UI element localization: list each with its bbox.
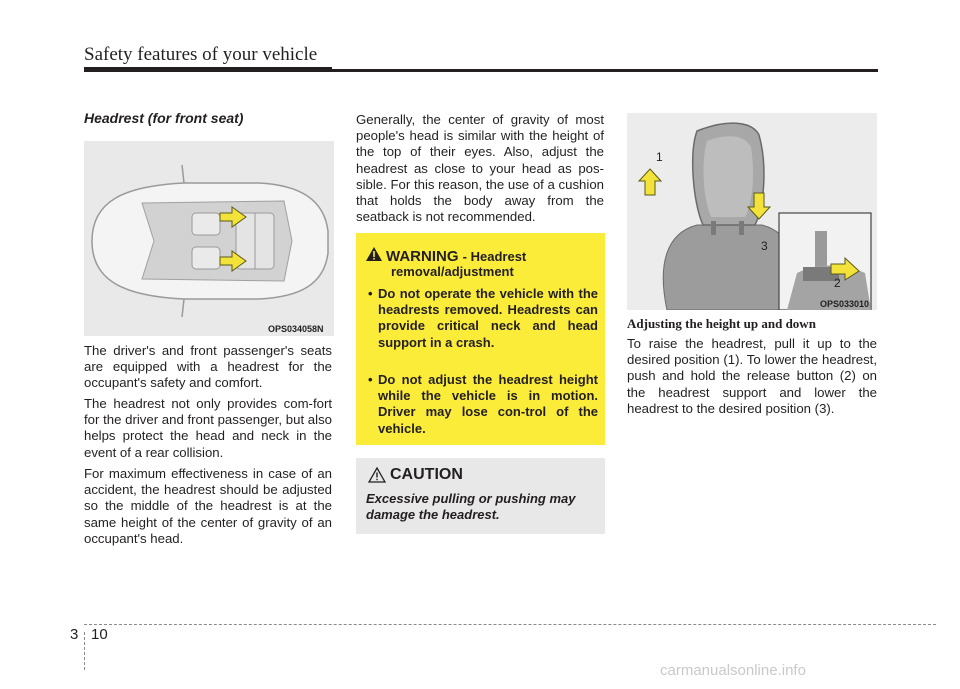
footer-rule	[84, 624, 936, 625]
figure-code: OPS034058N	[268, 324, 324, 334]
caution-text: Excessive pulling or pushing may damage the headrest.	[366, 491, 576, 523]
warning-label: WARNING	[386, 248, 459, 265]
callout-3: 3	[761, 239, 768, 253]
warning-subtitle-line2: removal/adjustment	[391, 264, 514, 279]
paragraph: The driver's and front passenger's seats are equipped with a headrest for the occupant's safety and comfort.	[84, 343, 332, 391]
warning-title	[386, 248, 526, 265]
paragraph: To raise the headrest, pull it up to the desired position (1). To lower the headrest, push and hold the release button (2) on the headrest support and lower the headrest to the desired position (3).	[627, 336, 877, 416]
car-topview-illustration	[84, 141, 334, 336]
callout-1: 1	[656, 150, 663, 164]
bullet-icon: •	[368, 286, 373, 301]
paragraph: The headrest not only provides com-fort for the driver and front passenger, but also helps protect the head and neck in the event of a rear collision.	[84, 396, 332, 460]
callout-2: 2	[834, 276, 841, 290]
paragraph: Generally, the center of gravity of most people's head is similar with the height of the top of their eyes. Also, adjust the headrest as close to your head as pos-sible. For this reason, the use of a cushion that holds the body away from the seatback is not recommended.	[356, 112, 604, 225]
header-rule-accent	[84, 67, 332, 72]
caution-triangle-icon	[368, 467, 386, 483]
section-title: Headrest (for front seat)	[84, 110, 244, 126]
warning-triangle-icon	[365, 246, 383, 262]
figure-code: OPS033010	[820, 299, 870, 309]
footer-divider	[84, 632, 85, 670]
paragraph: For maximum effectiveness in case of an accident, the headrest should be adjusted so the middle of the headrest is at the same height of the center of gravity of an occupant's head.	[84, 466, 332, 546]
page-header-title: Safety features of your vehicle	[84, 44, 318, 65]
bullet-icon: •	[368, 372, 373, 387]
warning-subtitle: - Headrest	[462, 249, 527, 264]
warning-item: Do not operate the vehicle with the headrests removed. Headrests can provide critical neck and head support in a crash.	[378, 286, 598, 350]
watermark: carmanualsonline.info	[660, 662, 806, 679]
car-topview-figure	[84, 141, 334, 336]
caution-title: CAUTION	[390, 466, 463, 483]
chapter-number: 3	[70, 626, 79, 643]
page-number: 10	[91, 626, 108, 643]
subsection-title: Adjusting the height up and down	[627, 316, 816, 331]
warning-item: Do not adjust the headrest height while the vehicle is in motion. Driver may lose con-trol of the vehicle.	[378, 372, 598, 436]
